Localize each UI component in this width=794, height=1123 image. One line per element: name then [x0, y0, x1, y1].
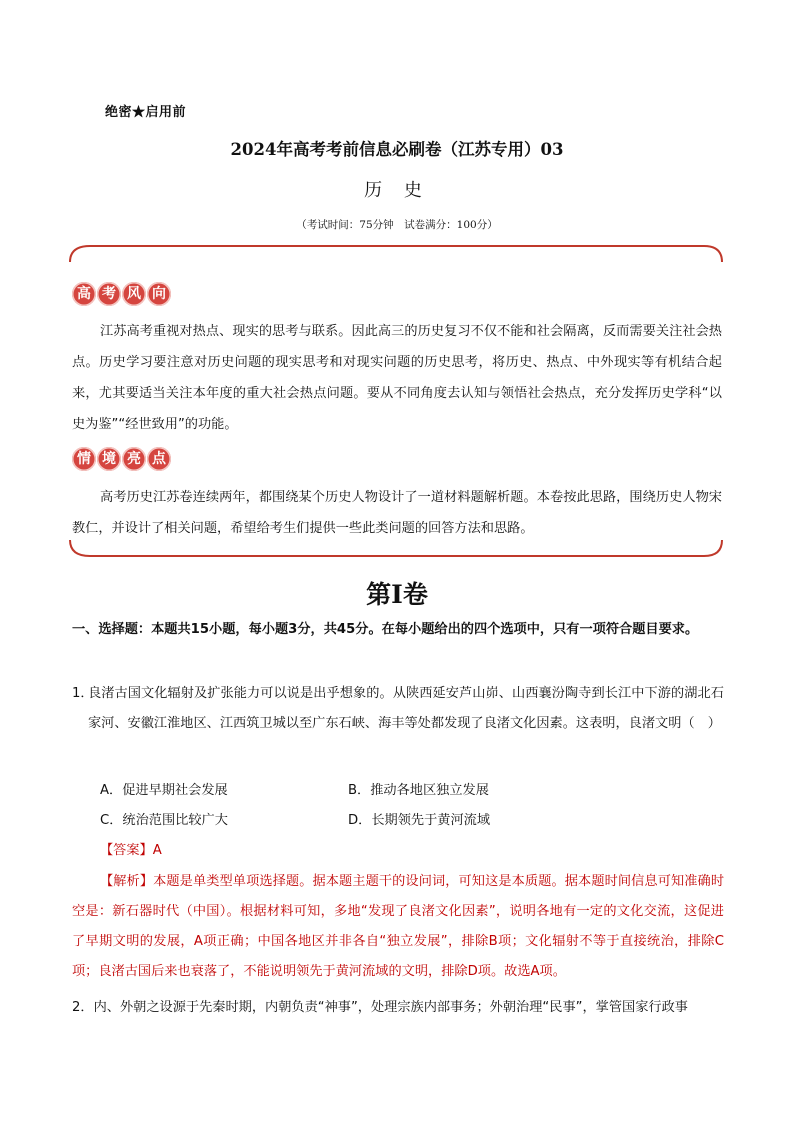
badge-char: 考 — [97, 282, 121, 306]
option-c: C．统治范围比较广大 — [100, 813, 228, 828]
answer-value: A — [152, 843, 162, 858]
part-title: 第Ⅰ卷 — [366, 580, 428, 609]
section-instructions: 一、选择题：本题共15小题，每小题3分，共45分。在每小题给出的四个选项中，只有一项符合题目要求。 — [72, 622, 699, 637]
answer-label: 【答案】 — [100, 843, 153, 858]
analysis-label: 【解析】 — [100, 874, 154, 889]
question-number: 1． — [72, 686, 94, 701]
exam-info: （考试时间：75分钟 试卷满分：100分） — [296, 219, 498, 231]
answer — [100, 839, 162, 858]
analysis — [72, 867, 724, 987]
confidential-mark: 绝密★启用前 — [105, 105, 187, 120]
option-d: D．长期领先于黄河流域 — [348, 813, 491, 828]
badge-char: 风 — [122, 282, 146, 306]
badge-char: 高 — [72, 282, 96, 306]
trend-badge — [72, 282, 171, 306]
badge-char: 向 — [147, 282, 171, 306]
analysis-text: 本题是单类型单项选择题。据本题主题干的设问词，可知这是本质题。据本题时间信息可知准确时空是：新石器时代（中国）。根据材料可知，多地“发现了良渚文化因素”，说明各地有一定的文化交流，这促进了早期文明的发展，A项正确；中国各地区并非各自“独立发展”，排除B项；文化辐射不等于直接统治，排除C项；良渚古国后来也衰落了，不能说明领先于黄河流域的文明，排除D项。故选A项。 — [72, 874, 725, 979]
highlight-badge — [72, 447, 171, 471]
question-text: 良渚古国文化辐射及扩张能力可以说是出乎想象的。从陕西延安芦山峁、山西襄汾陶寺到长江中下游的湖北石家河、安徽江淮地区、江西筑卫城以至广东石峡、海丰等处都发现了良渚文化因素。这表明，良渚文明（ ） — [88, 686, 724, 731]
badge-char: 亮 — [122, 447, 146, 471]
question-2: 2．内、外朝之设源于先秦时期，内朝负责“神事”，处理宗族内部事务；外朝治理“民事”，掌管国家行政事 — [72, 1000, 688, 1015]
trend-paragraph: 江苏高考重视对热点、现实的思考与联系。因此高三的历史复习不仅不能和社会隔离，反而需要关注社会热点。历史学习要注意对历史问题的现实思考和对现实问题的历史思考，将历史、热点、中外现实等有机结合起来，尤其要适当关注本年度的重大社会热点问题。要从不同角度去认知与领悟社会热点，充分发挥历史学科“以史为鉴”“经世致用”的功能。 — [72, 324, 722, 432]
subject-title: 历 史 — [364, 180, 430, 201]
badge-char: 境 — [97, 447, 121, 471]
highlight-paragraph: 高考历史江苏卷连续两年，都围绕某个历史人物设计了一道材料题解析题。本卷按此思路，围绕历史人物宋教仁，并设计了相关问题，希望给考生们提供一些此类问题的回答方法和思路。 — [72, 490, 722, 536]
paper-title: 2024年高考考前信息必刷卷（江苏专用）03 — [230, 140, 564, 159]
question-1 — [72, 679, 724, 739]
badge-char: 情 — [72, 447, 96, 471]
badge-char: 点 — [147, 447, 171, 471]
option-b: B．推动各地区独立发展 — [348, 783, 489, 798]
option-a: A．促进早期社会发展 — [100, 783, 228, 798]
